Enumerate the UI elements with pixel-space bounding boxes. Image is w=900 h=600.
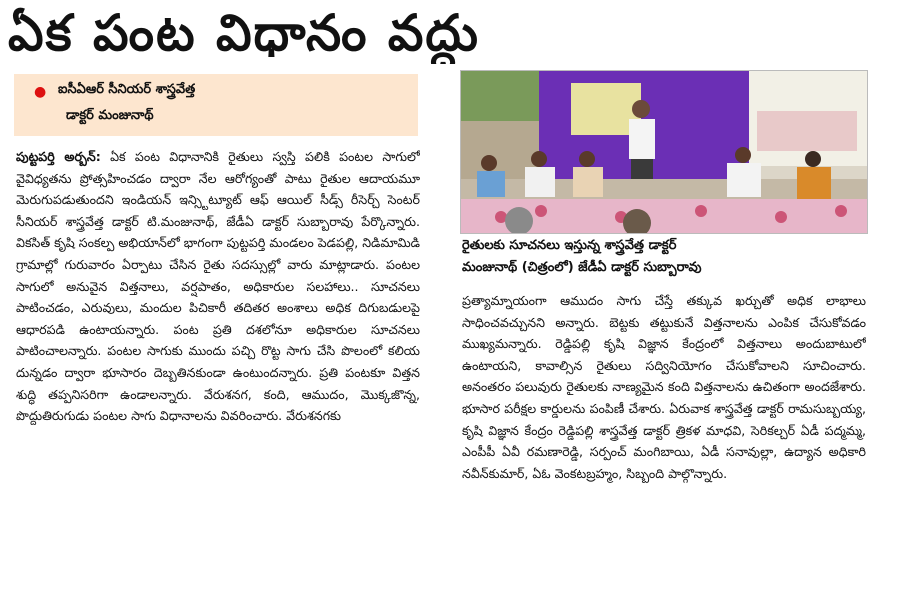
article-text-left: ఏక పంట విధానానికి రైతులు స్వస్తి పలికి పంటల సాగులో వైవిధ్యతను ప్రోత్సహించడం ద్వారా నేల ఆరోగ్యంతో పాటు రైతుల ఆదాయమూ మెరుగుపడుతుందని ఇండియన్ ఇన్స్టిట్యూట్ ఆఫ్ ఆయిల్ సీడ్స్ రీసెర్చ్ సెంటర్ సీనియర్ శాస్త్రవేత్త డాక్టర్ టి.మంజునాథ్, జేడీఏ డాక్టర్ సుబ్బారావు పేర్కొన్నారు. వికసిత్ కృషి సంకల్ప అభియాన్‌లో భాగంగా పుట్టపర్తి మండలం పెడపల్లి, నిడిమామిడి గ్రామాల్లో గురువారం ఏర్పాటు చేసిన రైతు సదస్సుల్లో వారు మాట్లాడారు. పంటల సాగులో అనువైన విత్తనాలు, వర్షపాతం, అధికారుల సలహాలు.. సూచనలు పాటించడం, ఎరువులు, మందుల పిచికారీ తదితర అంశాలు అధిక దిగుబడులపై ఆధారపడి ఉంటాయన్నారు. పంట ప్రతి దశలోనూ అధికారుల సూచనలు పాటించాలన్నారు. పంటల సాగుకు ముందు పచ్చి రొట్ట సాగు చేసి పొలంలో కలియ దున్నడం ద్వారా భూసారం దెబ్బతినకుండా ఉంటుందన్నారు. ప్రతి పంటకూ విత్తన శుద్ధి తప్పనిసరిగా ఉండాలన్నారు. వేరుశనగ, కంది, ఆముదం, మొక్కజొన్న, పొద్దుతిరుగుడు పంటల సాగు విధానాలను వివరించారు. వేరుశనగకు <box>16 149 420 424</box>
photo-caption-line-1: రైతులకు సూచనలు ఇస్తున్న శాస్త్రవేత్త డాక్టర్ <box>462 238 677 253</box>
news-photo <box>460 70 868 234</box>
photo-caption-line-2: మంజునాథ్ (చిత్రంలో) జేడీఏ డాక్టర్ సుబ్బారావు <box>462 260 702 275</box>
meeting-photo-illustration <box>461 71 867 233</box>
photo-caption <box>460 236 866 282</box>
article-column-left <box>16 146 420 592</box>
bullet-icon: ● <box>34 84 47 100</box>
article-text-right: ప్రత్యామ్నాయంగా ఆముదం సాగు చేస్తే తక్కువ ఖర్చుతో అధిక లాభాలు సాధించవచ్చునని అన్నారు. బెట్టకు తట్టుకునే విత్తనాలను ఎంపిక చేసుకోవడం ముఖ్యమన్నారు. రెడ్డిపల్లి కృషి విజ్ఞాన కేంద్రంలో విత్తనాలు అందుబాటులో ఉంటాయని, కావాల్సిన రైతులు సద్వినియోగం చేసుకోవాలని సూచించారు. అనంతరం పలువురు రైతులకు నాణ్యమైన కంది విత్తనాలను ఉచితంగా అందజేశారు. భూసార పరీక్షల కార్డులను పంపిణీ చేశారు. ఏరువాక శాస్త్రవేత్త డాక్టర్ రామసుబ్బయ్య, కృషి విజ్ఞాన కేంద్రం రెడ్డిపల్లి శాస్త్రవేత్త డాక్టర్ త్రికళ మాధవి, సెరికల్చర్ ఏడీ పద్మమ్మ, ఎంపీపీ ఏవీ రమణారెడ్డి, సర్పంచ్ మంగిబాయి, ఏడీ సనావుల్లా, ఉద్యాన అధికారి నవీన్‌కుమార్, ఏఓ వెంకటబ్రహ్మం, సిబ్బంది పాల్గొన్నారు. <box>462 293 866 481</box>
subheading-box <box>14 74 418 136</box>
subheading-line-1: ఐసీఏఆర్ సీనియర్ శాస్త్రవేత్త <box>58 82 196 97</box>
dateline: పుట్టపర్తి అర్బన్: <box>16 149 101 164</box>
subheading-line-2: డాక్టర్ మంజునాథ్ <box>66 108 154 123</box>
article-column-right <box>462 290 866 592</box>
headline: ఏక పంట విధానం వద్దు <box>8 4 480 62</box>
